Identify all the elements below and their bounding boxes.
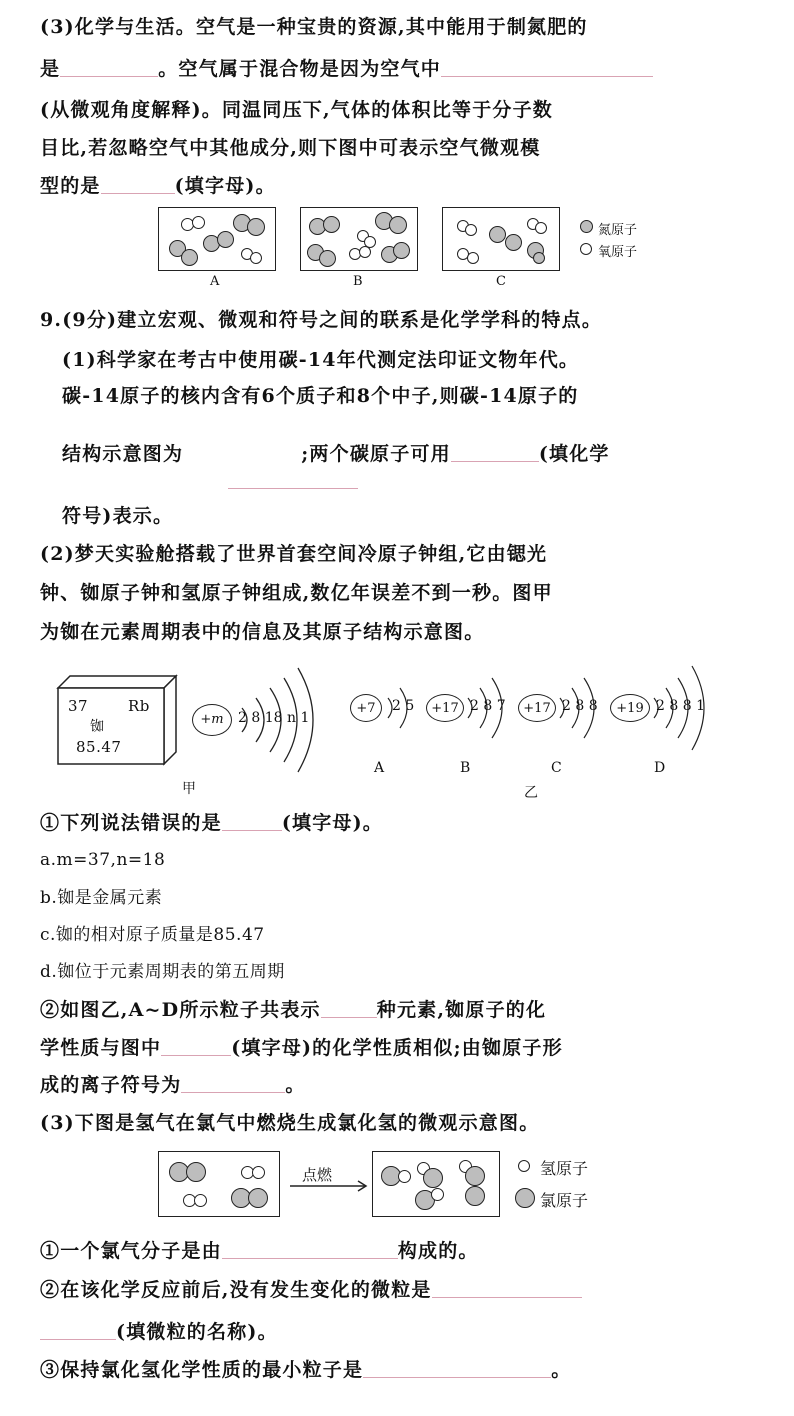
answer-blank-two-carbon[interactable]: [451, 443, 539, 462]
cell-atomic-mass: 85.47: [76, 738, 122, 756]
q9-p1-line3-c: (填化学: [538, 443, 610, 465]
fig-label-b: B: [353, 274, 363, 289]
q8-line2: [40, 56, 653, 82]
answer-blank-wrong-statement[interactable]: [222, 812, 282, 831]
ion-a-label: A: [374, 760, 385, 776]
ion-b-label: B: [460, 760, 471, 776]
q8-line2-b: 。空气属于混合物是因为空气中: [158, 58, 442, 80]
q8-line4: 目比,若忽略空气中其他成分,则下图中可表示空气微观模: [40, 137, 541, 159]
ion-c-label: C: [551, 760, 562, 776]
q9-3-line2-cont: [40, 1319, 278, 1345]
air-model-box-b: [300, 207, 418, 271]
q9-p1-line1: (1)科学家在考古中使用碳-14年代测定法印证文物年代。: [62, 349, 580, 371]
legend-nitrogen-label: 氮原子: [598, 223, 638, 238]
q9-s2-line3: [40, 1072, 306, 1098]
air-model-box-c: [442, 207, 560, 271]
q9-3-line2: [40, 1277, 582, 1303]
ion-c-nucleus: +17: [518, 694, 556, 722]
answer-blank-air-model[interactable]: [101, 175, 175, 194]
q8-line1: (3)化学与生活。空气是一种宝贵的资源,其中能用于制氮肥的: [40, 16, 588, 38]
q9-s2-line2-b: (填字母)的化学性质相似;由铷原子形: [231, 1037, 563, 1059]
legend-chlorine-label: 氯原子: [540, 1191, 589, 1210]
answer-blank-element-count[interactable]: [321, 999, 377, 1018]
legend-hydrogen-icon: [518, 1160, 530, 1172]
q9-s2-line2-a: 学性质与图中: [40, 1037, 162, 1059]
q9-s2-line3-a: 成的离子符号为: [40, 1074, 182, 1096]
q9-p1-line3: [62, 441, 610, 467]
legend-hydrogen-label: 氢原子: [540, 1159, 589, 1178]
answer-blank-ion-symbol[interactable]: [181, 1074, 285, 1093]
q9-3-line3: [40, 1357, 571, 1383]
option-c: c.铷的相对原子质量是85.47: [40, 925, 265, 945]
q9-p2-line1: (2)梦天实验舱搭载了世界首套空间冷原子钟组,它由锶光: [40, 543, 548, 565]
cell-symbol: Rb: [128, 697, 150, 715]
fig-jia-label: 甲: [182, 781, 196, 797]
q8-line3: (从微观角度解释)。同温同压下,气体的体积比等于分子数: [40, 99, 553, 121]
legend-nitrogen-icon: [580, 220, 593, 233]
fig-yi-label: 乙: [524, 785, 538, 801]
answer-blank-similar-particle[interactable]: [161, 1037, 231, 1056]
ion-d-shells: 2 8 8 1: [656, 698, 705, 714]
q9-s2-line1-a: ②如图乙,A~D所示粒子共表示: [40, 999, 321, 1021]
ion-c-shells: 2 8 8: [562, 698, 598, 714]
fig-label-a: A: [210, 274, 220, 289]
answer-blank-unchanged-particle[interactable]: [432, 1279, 582, 1298]
q9-p1-line2: 碳-14原子的核内含有6个质子和8个中子,则碳-14原子的: [62, 385, 579, 407]
q9-p2-line3: 为铷在元素周期表中的信息及其原子结构示意图。: [40, 621, 485, 643]
answer-blank-nitrogen-use[interactable]: [60, 58, 158, 77]
q8-line5-a: 型的是: [40, 175, 101, 197]
q9-3-line2-b: (填微粒的名称)。: [116, 1321, 278, 1343]
q9-3-line1-b: 构成的。: [397, 1240, 479, 1262]
q9-3-line3-b: 。: [551, 1359, 572, 1381]
q9-s2-line1-b: 种元素,铷原子的化: [376, 999, 547, 1021]
q8-line2-a: 是: [40, 58, 61, 80]
q8-line5-b: (填字母)。: [174, 175, 276, 197]
cell-atomic-number: 37: [68, 697, 89, 715]
answer-blank-hcl-particle[interactable]: [363, 1359, 551, 1378]
reaction-arrow-icon: [290, 1180, 370, 1192]
q9-p1-line3-a: 结构示意图为: [62, 443, 184, 465]
q9-p1-line3-b: ;两个碳原子可用: [301, 443, 451, 465]
q9-p1-line4: 符号)表示。: [62, 505, 174, 527]
q9-3-line2-a: ②在该化学反应前后,没有发生变化的微粒是: [40, 1279, 432, 1301]
q9-p2-line2: 钟、铷原子钟和氢原子钟组成,数亿年误差不到一秒。图甲: [40, 582, 553, 604]
q9-s1-a: ①下列说法错误的是: [40, 812, 222, 834]
product-box: [372, 1151, 500, 1217]
q9-s2-line1: [40, 997, 546, 1023]
q9-3-line1: [40, 1238, 479, 1264]
option-a: a.m=37,n=18: [40, 850, 166, 870]
q8-line5: [40, 173, 276, 199]
q9-heading: 9.(9分)建立宏观、微观和符号之间的联系是化学学科的特点。: [40, 309, 603, 331]
reactant-box: [158, 1151, 280, 1217]
arrow-label: 点燃: [302, 1166, 333, 1184]
q9-s1: [40, 810, 383, 836]
legend-chlorine-icon: [515, 1188, 535, 1208]
rb-nucleus: +m: [192, 704, 232, 736]
q9-s2-line3-b: 。: [285, 1074, 306, 1096]
q9-3-line1-a: ①一个氯气分子是由: [40, 1240, 222, 1262]
q9-s1-b: (填字母)。: [281, 812, 383, 834]
answer-blank-chlorine-molecule[interactable]: [222, 1240, 398, 1259]
ion-a-shells: 2 5: [392, 698, 415, 714]
ion-a-nucleus: +7: [350, 694, 382, 722]
cell-name: 铷: [90, 719, 105, 735]
fig-label-c: C: [496, 274, 506, 289]
periodic-cell-rb: [58, 676, 188, 776]
ion-b-nucleus: +17: [426, 694, 464, 722]
legend-oxygen-label: 氧原子: [598, 245, 638, 260]
legend-oxygen-icon: [580, 243, 592, 255]
ion-d-nucleus: +19: [610, 694, 650, 722]
q9-p3: (3)下图是氢气在氯气中燃烧生成氯化氢的微观示意图。: [40, 1112, 540, 1134]
q9-s2-line2: [40, 1035, 563, 1061]
option-d: d.铷位于元素周期表的第五周期: [40, 962, 285, 982]
q9-3-line3-a: ③保持氯化氢化学性质的最小粒子是: [40, 1359, 364, 1381]
rb-shell-electrons: 2 8 18 n 1: [238, 710, 310, 726]
answer-blank-mixture-reason[interactable]: [441, 58, 653, 77]
ion-b-shells: 2 8 7: [470, 698, 506, 714]
option-b: b.铷是金属元素: [40, 888, 163, 908]
ion-d-label: D: [654, 760, 666, 776]
answer-blank-c14-structure[interactable]: [228, 470, 358, 489]
air-model-box-a: [158, 207, 276, 271]
answer-blank-unchanged-particle-cont[interactable]: [40, 1321, 116, 1340]
